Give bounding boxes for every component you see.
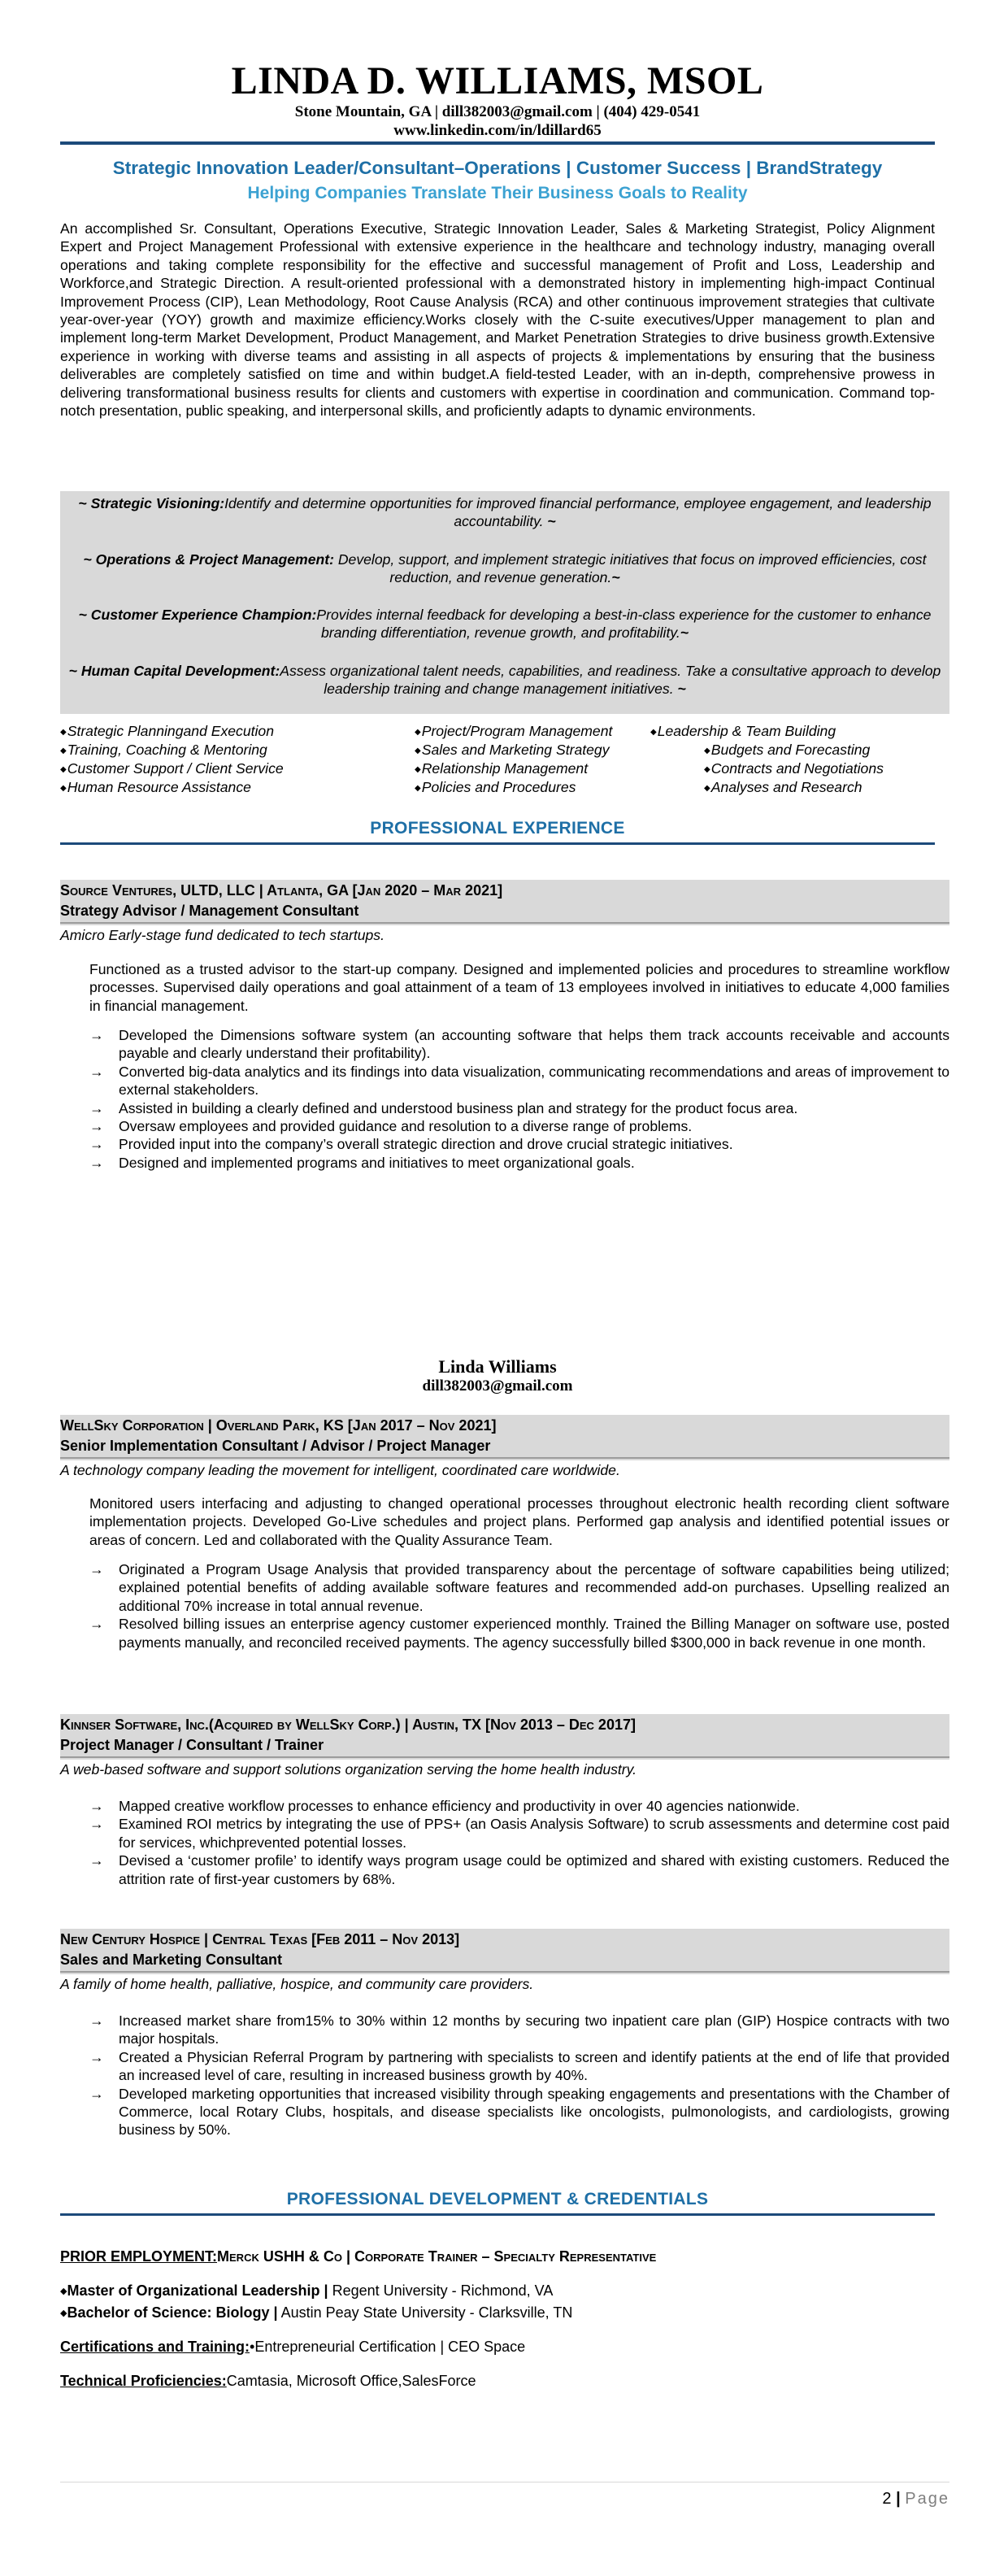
degree-masters: ◆Master of Organizational Leadership | Regent University - Richmond, VA — [60, 2282, 554, 2299]
summary-paragraph: An accomplished Sr. Consultant, Operations Executive, Strategic Innovation Leader, Sales & Marketing Strategist, Policy Alignment Expert and Project Management Professional with extensive experience in the healthcare and technology industry, managing overall operations and taking complete responsibility for the effective and successful management of Profit and Loss, Leadership and Workforce,and Strategic Direction. A result-oriented professional with a demonstrated history in implementing high-impact Continual Improvement Process (CIP), Lean Methodology, Root Cause Analysis (RCA) and other continuous improvement strategies that cultivate year-over-year (YOY) growth and maximize efficiency.Works closely with the C-suite executives/Upper management to plan and implement long-term Market Development, Product Management, and Market Penetration Strategies to drive business growth.Extensive experience in working with diverse teams and assisting in all aspects of projects & implementations by ensuring that the business deliverables are completely satisfied on time and within budget.A field-tested Leader, with an in-depth, comprehensive prowess in delivering transformational business results for clients and customers with expertise in coordination and communication. Command top-notch presentation, public speaking, and interpersonal skills, and proficiently adapts to dynamic environments. — [60, 220, 935, 420]
section-divider — [60, 842, 935, 845]
job-summary: Functioned as a trusted advisor to the start-up company. Designed and implemented policies and procedures to streamline workflow processes. Supervised daily operations and goal attainment of a team of 13 employees involved in initiatives to educate 4,000 families in financial management. — [89, 961, 949, 1014]
skill-item: ◆ Policies and Procedures — [415, 778, 576, 800]
diamond-bullet-icon: ◆ — [60, 2287, 67, 2296]
list-item: → Developed the Dimensions software system (an accounting software that helps them track accounts receivable and accounts payable and clearly understand their profitability). — [89, 1027, 949, 1062]
job-tagline: A web-based software and support solutions organization serving the home health industry. — [60, 1761, 637, 1778]
list-item: → Originated a Program Usage Analysis that provided transparency about the percentage of software capabilities being utilized; explained potential benefits of adding available software features and recommended add-on purchases. Upselling realized an additional 70% increase in total annual revenue. — [89, 1561, 949, 1614]
job-bullets — [89, 1026, 949, 1172]
section-title-experience: PROFESSIONAL EXPERIENCE — [370, 819, 625, 838]
skill-item: ◆ Project/Program Management — [415, 722, 612, 744]
list-item: → Designed and implemented programs and initiatives to meet organizational goals. — [89, 1154, 635, 1171]
skill-item: ◆ Sales and Marketing Strategy — [415, 741, 610, 763]
vision-operations: ~ Operations & Project Management: Develop, support, and implement strategic initiatives that focus on improved efficiencies, cost reduction, and revenue generation.~ — [83, 551, 927, 586]
job-divider — [60, 922, 949, 924]
skill-item: ◆ Leadership & Team Building — [650, 722, 836, 744]
list-item: → Developed marketing opportunities that increased visibility through speaking engagements and presentations with the Chamber of Commerce, local Rotary Clubs, hospitals, and disease specialists like oncologists, pulmonologists, and cardiologists, growing business by 50%. — [89, 2085, 949, 2139]
job-tagline: Amicro Early-stage fund dedicated to tech startups. — [60, 927, 385, 943]
skill-item: ◆ Budgets and Forecasting — [704, 741, 870, 763]
job-title: Sales and Marketing Consultant — [60, 1952, 283, 1968]
list-item: → Created a Physician Referral Program by partnering with specialists to screen and identify patients at the end of life that provided an increased level of care, resulting in increased business growth by 40%. — [89, 2048, 949, 2084]
page-number: 2 — [882, 2490, 892, 2508]
skill-item: ◆ Human Resource Assistance — [60, 778, 251, 800]
certifications: Certifications and Training:•Entrepreneurial Certification | CEO Space — [60, 2339, 526, 2355]
list-item: → Converted big-data analytics and its findings into data visualization, communicating recommendations and areas of improvement to external stakeholders. — [89, 1063, 949, 1099]
job-company: Kinnser Software, Inc.(Acquired by WellSky Corp.) | Austin, TX [Nov 2013 – Dec 2017] — [60, 1717, 636, 1733]
address-line: Stone Mountain, GA | dill382003@gmail.com | (404) 429-0541 — [294, 103, 701, 120]
page2-name: Linda Williams — [438, 1356, 557, 1377]
list-item: → Mapped creative workflow processes to enhance efficiency and productivity in over 40 agencies nationwide. — [89, 1798, 800, 1814]
list-item: → Assisted in building a clearly defined and understood business plan and strategy for the product focus area. — [89, 1099, 798, 1116]
vision-human-capital: ~ Human Capital Development:Assess organizational talent needs, capabilities, and readiness. Take a consultative approach to develop leadership training and change management initiatives. ~ — [68, 663, 941, 698]
job-summary: Monitored users interfacing and adjusting to changed operational processes throughout electronic health recording client software implementation projects. Developed Go-Live schedules and project plans. Performed gap analysis and identified potential issues or areas of concern. Led and collaborated with the Quality Assurance Team. — [89, 1495, 949, 1548]
job-title: Project Manager / Consultant / Trainer — [60, 1737, 324, 1753]
footer-separator: | — [896, 2490, 901, 2508]
job-title: Strategy Advisor / Management Consultant — [60, 903, 359, 919]
job-company: WellSky Corporation | Overland Park, KS [Jan 2017 – Nov 2021] — [60, 1417, 497, 1434]
section-divider — [60, 2213, 935, 2216]
subheadline: Helping Companies Translate Their Business Goals to Reality — [247, 184, 748, 202]
list-item: → Resolved billing issues an enterprise agency customer experienced monthly. Trained the Billing Manager on software use, posted payments manually, and reconciled received payments. The agency successfully billed $300,000 in back revenue in one month. — [89, 1616, 949, 1651]
skill-item: ◆ Customer Support / Client Service — [60, 759, 284, 781]
list-item: → Increased market share from15% to 30% within 12 months by securing two inpatient care plan (GIP) Hospice contracts with two major hospitals. — [89, 2012, 949, 2047]
linkedin-link[interactable]: www.linkedin.com/in/ldillard65 — [393, 122, 602, 139]
list-item: → Oversaw employees and provided guidance and resolution to a diverse range of problems. — [89, 1118, 693, 1135]
job-divider — [60, 1457, 949, 1459]
skill-item: ◆ Training, Coaching & Mentoring — [60, 741, 267, 763]
job-divider — [60, 1971, 949, 1973]
list-item: → Provided input into the company’s overall strategic direction and drove crucial strategic initiatives. — [89, 1136, 733, 1153]
page-word: Page — [905, 2490, 949, 2508]
job-company: New Century Hospice | Central Texas [Feb 2011 – Nov 2013] — [60, 1931, 460, 1947]
section-title-credentials: PROFESSIONAL DEVELOPMENT & CREDENTIALS — [286, 2190, 709, 2208]
degree-bachelors: ◆Bachelor of Science: Biology | Austin Peay State University - Clarksville, TN — [60, 2304, 573, 2321]
header-divider — [60, 141, 935, 145]
job-tagline: A technology company leading the movement for intelligent, coordinated care worldwide. — [60, 1462, 620, 1478]
prior-employment: PRIOR EMPLOYMENT:Merck USHH & Co | Corporate Trainer – Specialty Representative — [60, 2248, 657, 2265]
skill-item: ◆ Analyses and Research — [704, 778, 862, 800]
job-bullets — [89, 1797, 949, 1888]
skill-item: ◆ Contracts and Negotiations — [704, 759, 884, 781]
job-divider — [60, 1756, 949, 1758]
job-bullets — [89, 1560, 949, 1651]
job-title: Senior Implementation Consultant / Advisor / Project Manager — [60, 1438, 491, 1454]
page-footer — [882, 2490, 949, 2509]
job-bullets — [89, 2012, 949, 2139]
job-tagline: A family of home health, palliative, hospice, and community care providers. — [60, 1976, 534, 1992]
headline: Strategic Innovation Leader/Consultant–Operations | Customer Success | BrandStrategy — [112, 158, 883, 178]
vision-customer: ~ Customer Experience Champion:Provides internal feedback for developing a best-in-class experience for the customer to enhance branding differentiation, revenue growth, and profitability.~ — [78, 607, 932, 642]
skill-item: ◆ Relationship Management — [415, 759, 588, 781]
skill-item: ◆ Strategic Planningand Execution — [60, 722, 274, 744]
diamond-bullet-icon: ◆ — [60, 2308, 67, 2318]
technical-proficiencies: Technical Proficiencies:Camtasia, Microsoft Office,SalesForce — [60, 2373, 476, 2389]
vision-strategic: ~ Strategic Visioning:Identify and determine opportunities for improved financial performance, employee engagement, and leadership accountability. ~ — [78, 495, 932, 530]
resume-name: LINDA D. WILLIAMS, MSOL — [231, 59, 764, 102]
list-item: → Devised a ‘customer profile’ to identify ways program usage could be optimized and shared with existing customers. Reduced the attrition rate of first-year customers by 68%. — [89, 1852, 949, 1887]
job-company: Source Ventures, ULTD, LLC | Atlanta, GA [Jan 2020 – Mar 2021] — [60, 882, 503, 899]
contact-block — [0, 102, 995, 140]
page2-email: dill382003@gmail.com — [422, 1377, 573, 1395]
list-item: → Examined ROI metrics by integrating the use of PPS+ (an Oasis Analysis Software) to scrub assessments and determine cost paid for services, whichprevented potential losses. — [89, 1816, 949, 1851]
